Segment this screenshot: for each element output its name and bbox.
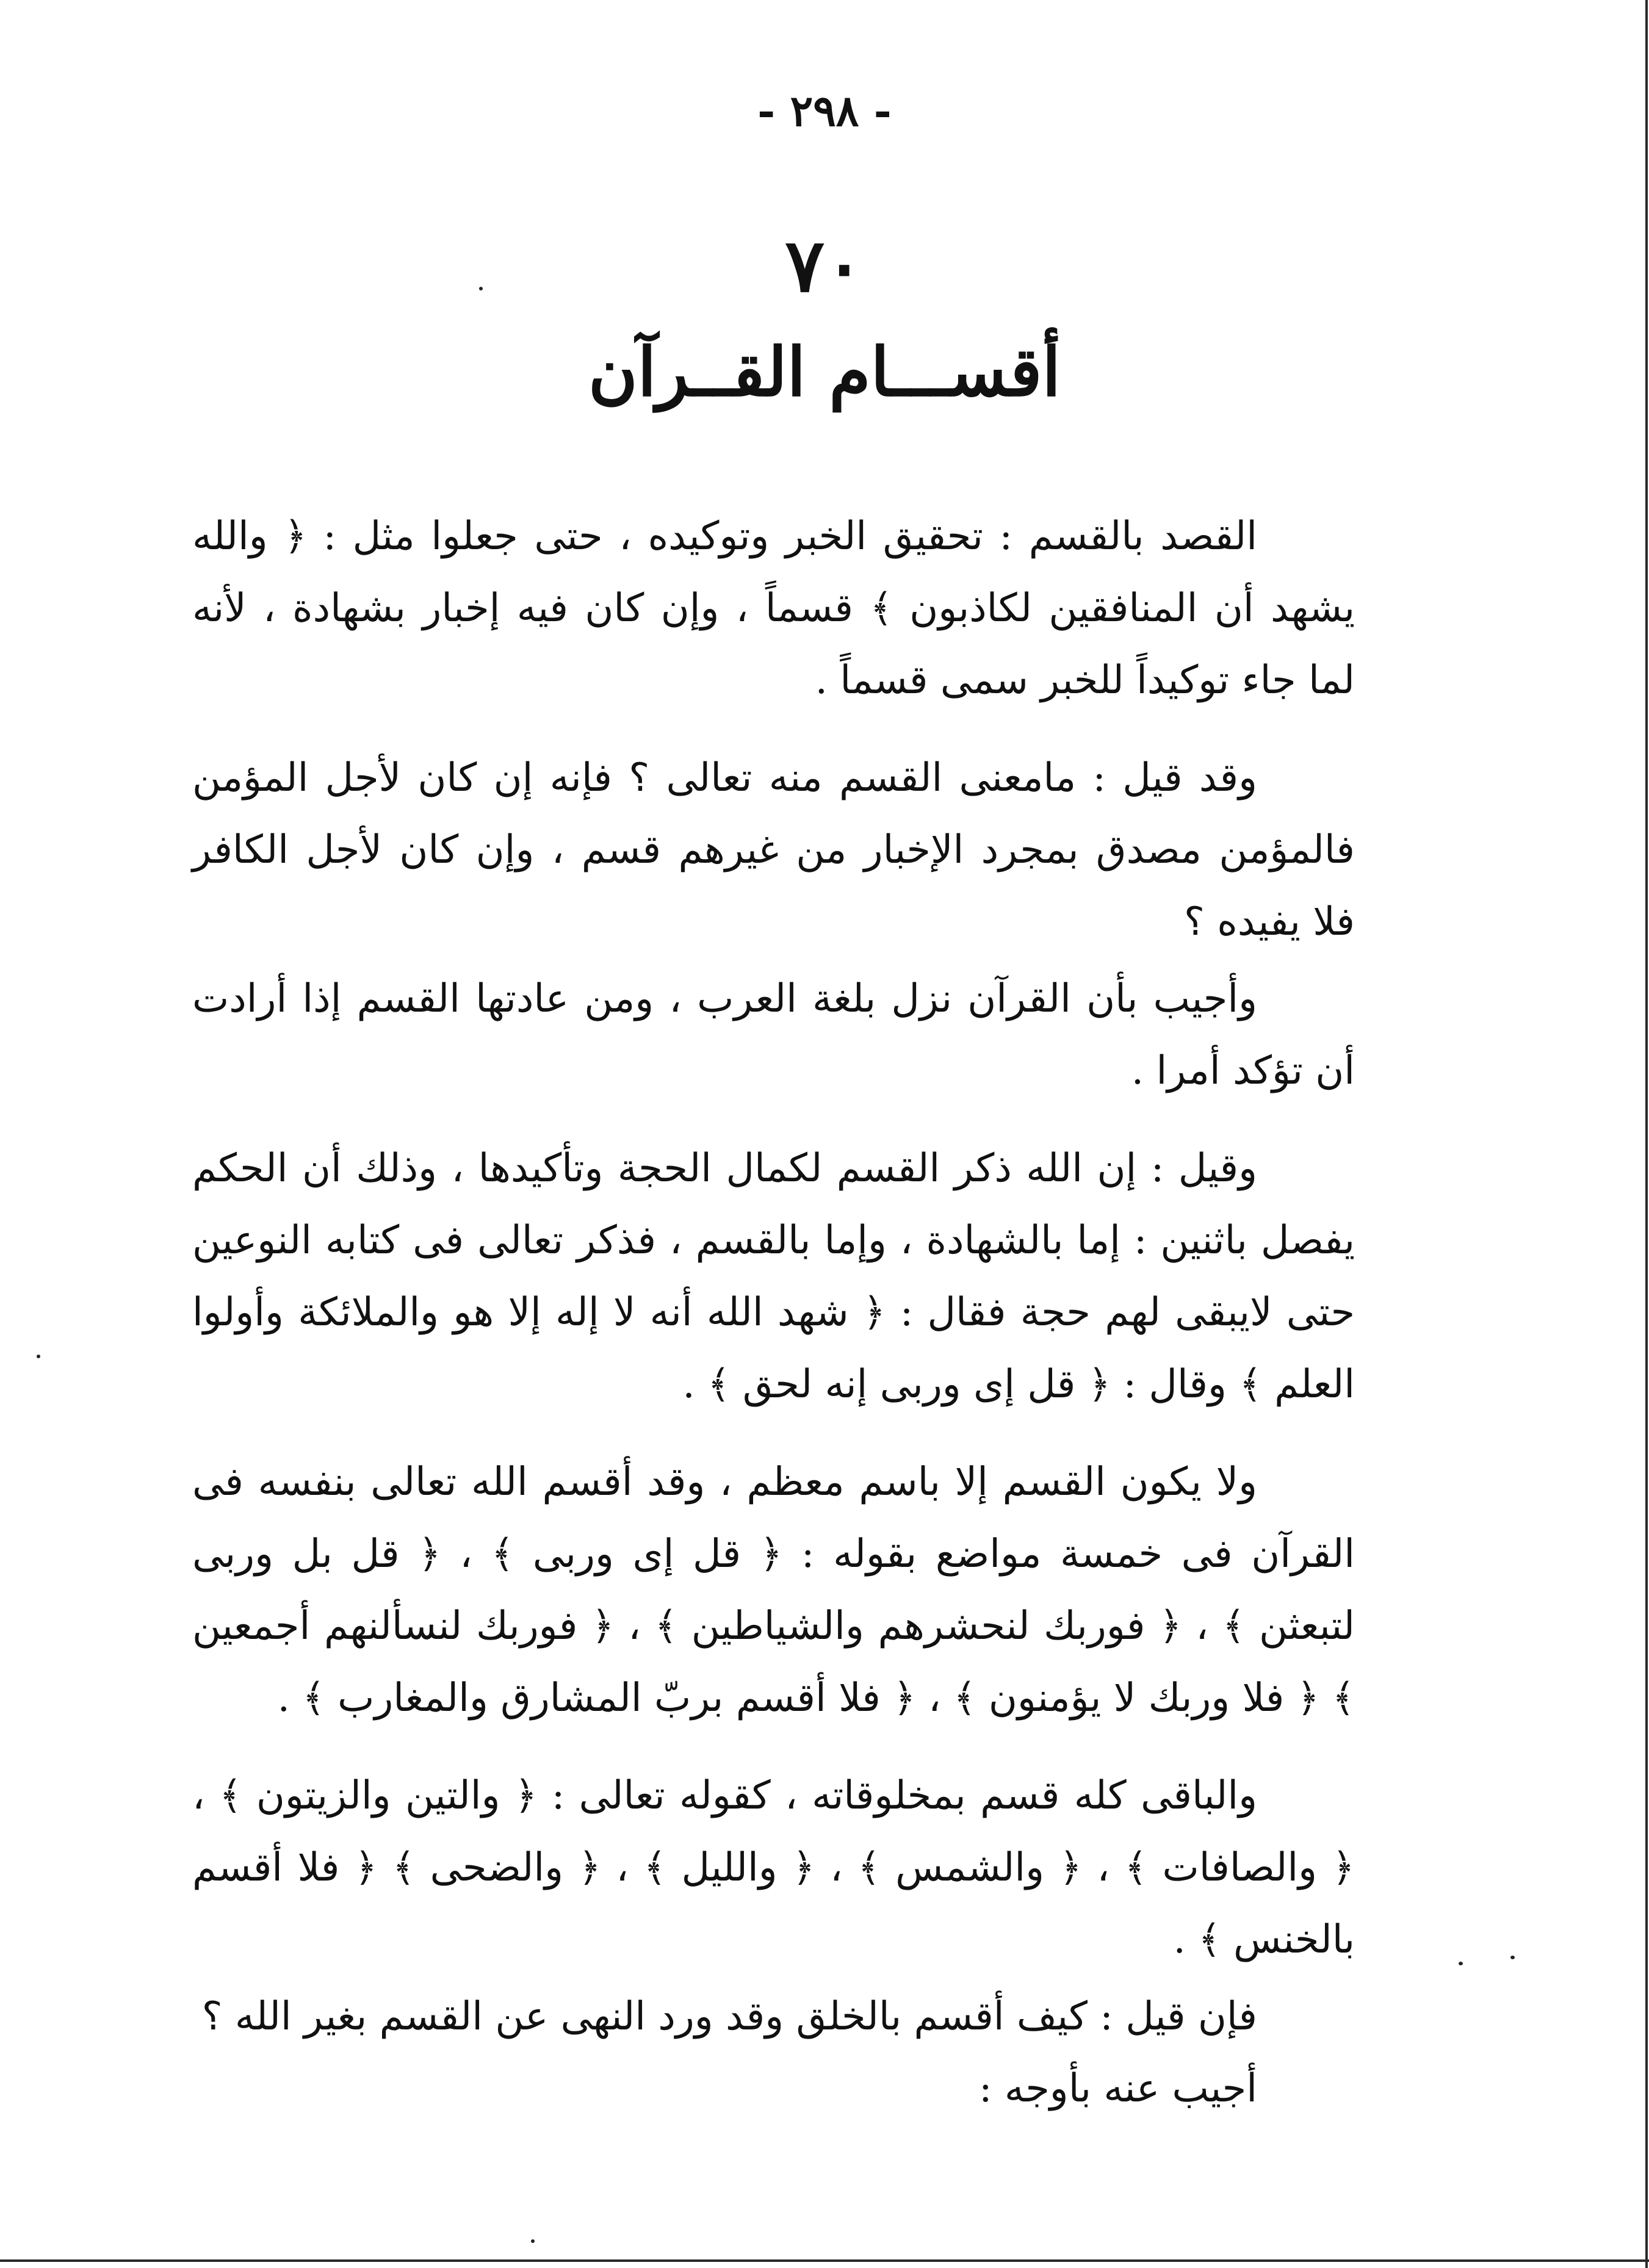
chapter-title: أقســـام القــرآن (588, 333, 1061, 411)
paragraph-oath-by-creation: والباقى كله قسم بمخلوقاته ، كقوله تعالى : ﴿ والتين والزيتون ﴾ ، ﴿ والصافات ﴾ ، ﴿ والشمس ﴾ ، ﴿ والليل ﴾ ، ﴿ والضحى ﴾ ﴿ فلا أقسم بالخنس ﴾ . (192, 1773, 1355, 1962)
scan-speck (1459, 1962, 1463, 1965)
paragraph-answer-arabic-custom: وأجيب بأن القرآن نزل بلغة العرب ، ومن عادتها القسم إذا أرادت أن تؤكد أمرا . (192, 976, 1355, 1093)
paragraph-proof-and-oath: وقيل : إن الله ذكر القسم لكمال الحجة وتأكيدها ، وذلك أن الحكم يفصل باثنين : إما بالشهادة ، وإما بالقسم ، فذكر تعالى فى كتابه النوعين حتى لايبقى لهم حجة فقال : ﴿ شهد الله أنه لا إله إلا هو والملائكة وأولوا العلم ﴾ وقال : ﴿ قل إى وربى إنه لحق ﴾ . (192, 1146, 1355, 1407)
paragraph-oath-by-himself: ولا يكون القسم إلا باسم معظم ، وقد أقسم الله تعالى بنفسه فى القرآن فى خمسة مواضع بقوله : ﴿ قل إى وربى ﴾ ، ﴿ قل بل وربى لتبعثن ﴾ ، ﴿ فوربك لنحشرهم والشياطين ﴾ ، ﴿ فوربك لنسألنهم أجمعين ﴾ ﴿ فلا وربك لا يؤمنون ﴾ ، ﴿ فلا أقسم بربّ المشارق والمغارب ﴾ . (192, 1460, 1355, 1721)
body-text (192, 500, 1355, 2125)
paragraph-oath-purpose: القصد بالقسم : تحقيق الخبر وتوكيده ، حتى جعلوا مثل : ﴿ والله يشهد أن المنافقين لكاذبون ﴾ قسماً ، وإن كان فيه إخبار بشهادة ، لأنه لما جاء توكيداً للخبر سمى قسماً . (192, 514, 1355, 703)
scan-speck (1510, 1956, 1515, 1959)
paragraph-question-meaning: وقد قيل : مامعنى القسم منه تعالى ؟ فإنه إن كان لأجل المؤمن فالمؤمن مصدق بمجرد الإخبار من غيرهم قسم ، وإن كان لأجل الكافر فلا يفيده ؟ (192, 755, 1355, 945)
scan-speck (37, 1355, 40, 1358)
scan-border-bottom (0, 2259, 1649, 2262)
page-number: - ٢٩٨ - (757, 85, 892, 136)
paragraph-answer-intro: أجيب عنه بأوجه : (979, 2066, 1257, 2111)
paragraph-objection: فإن قيل : كيف أقسم بالخلق وقد ورد النهى عن القسم بغير الله ؟ (201, 1994, 1257, 2039)
scan-speck (531, 2239, 535, 2243)
chapter-number: ٧٠ (785, 223, 864, 309)
